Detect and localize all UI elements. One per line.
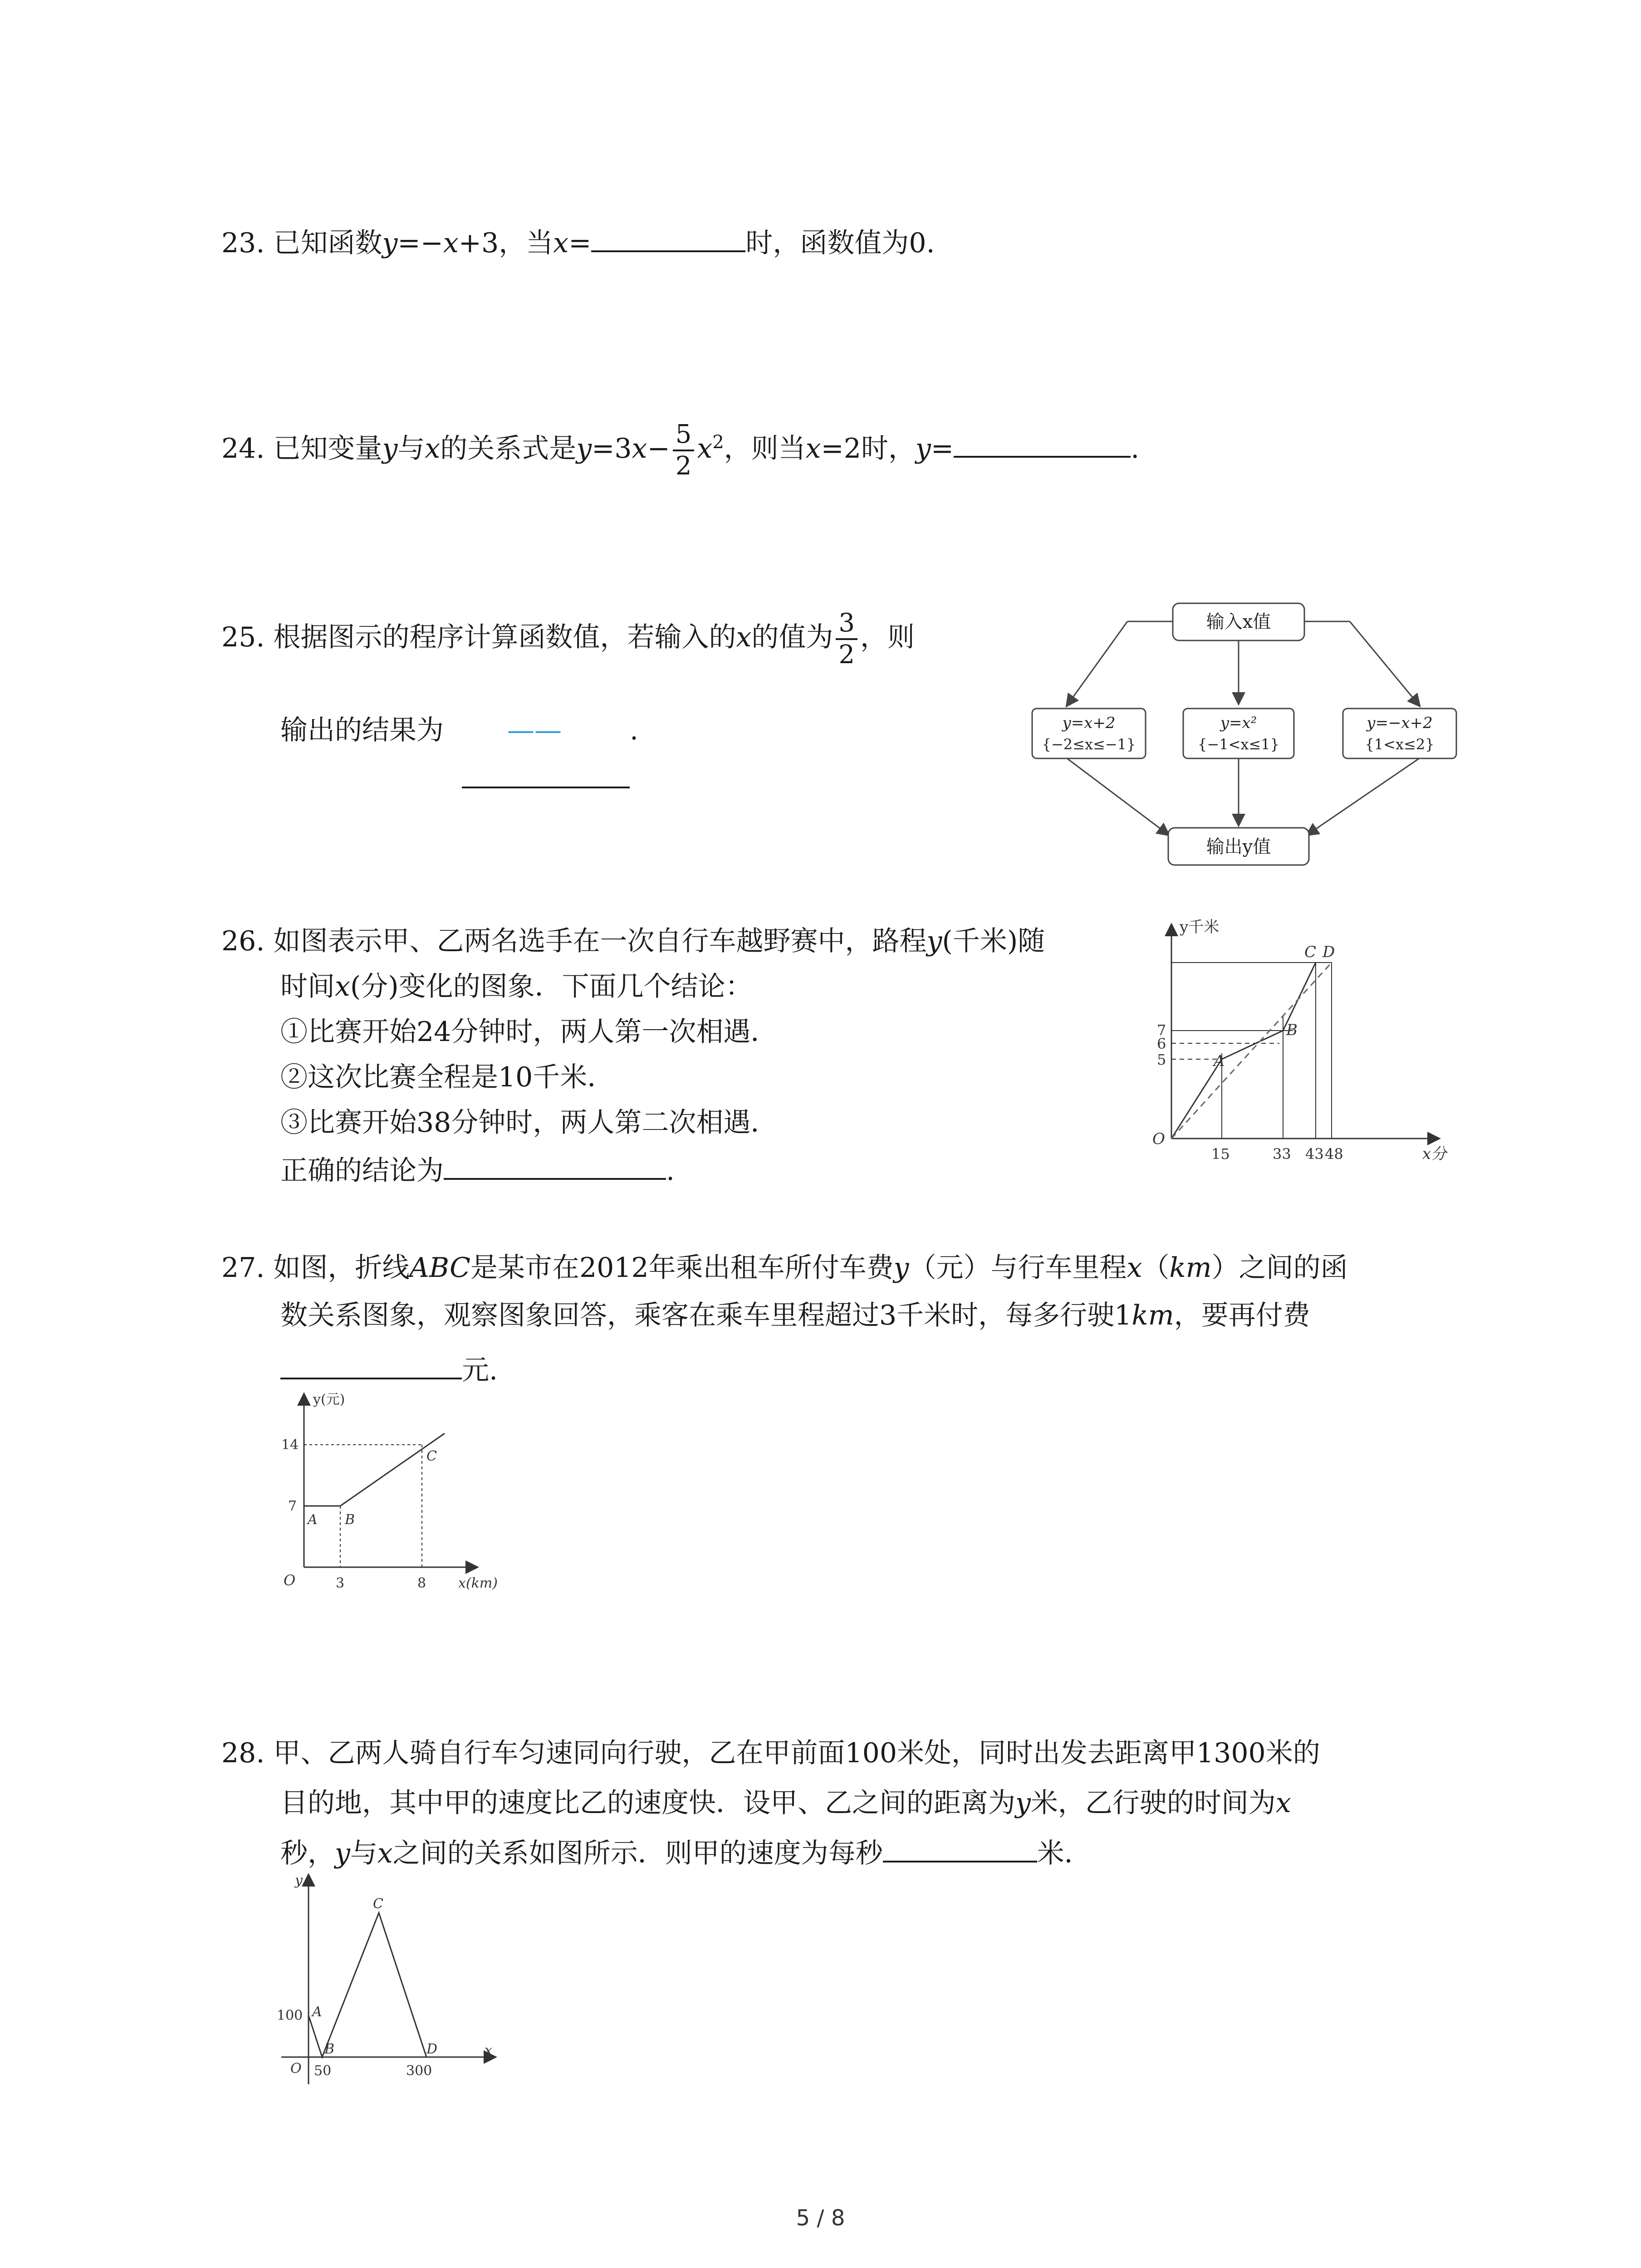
svg-text:x(km): x(km) (458, 1575, 498, 1591)
svg-text:100: 100 (277, 2008, 303, 2024)
graph-27 (263, 1386, 517, 1594)
svg-text:43: 43 (1305, 1145, 1324, 1163)
question-26: 26. 如图表示甲、乙两名选手在一次自行车越野赛中，路程y(千米)随 (221, 925, 1045, 957)
question-27-line3: 元. (280, 1349, 498, 1388)
question-27: 27. 如图，折线ABC是某市在2012年乘出租车所付车费y（元）与行车里程x（km）之间的函 (221, 1252, 1348, 1284)
answer-blank-23[interactable] (591, 222, 745, 252)
svg-text:300: 300 (406, 2063, 432, 2079)
svg-text:{1<x≤2}: {1<x≤2} (1365, 736, 1435, 753)
svg-text:{−1<x≤1}: {−1<x≤1} (1198, 736, 1279, 753)
svg-text:A: A (308, 1512, 318, 1528)
svg-text:y(元): y(元) (313, 1392, 345, 1408)
svg-text:y=−x+2: y=−x+2 (1367, 714, 1433, 732)
path-solid (1171, 963, 1316, 1139)
arrow-right (1350, 621, 1419, 705)
svg-text:C: C (1304, 943, 1317, 961)
input-box-label: 输入x值 (1206, 611, 1271, 632)
question-25-line2: 输出的结果为 —— . (280, 714, 639, 746)
question-27-line2: 数关系图象，观察图象回答，乘客在乘车里程超过3千米时，每多行驶1km，要再付费 (280, 1300, 1310, 1331)
svg-text:O: O (290, 2061, 302, 2077)
svg-text:A: A (312, 2004, 322, 2020)
fraction-3-2: $\frac{3}{2}$ (836, 608, 857, 670)
question-28-line2: 目的地，其中甲的速度比乙的速度快．设甲、乙之间的距离为y米，乙行驶的时间为x (280, 1787, 1291, 1819)
conclusion-2: ②这次比赛全程是10千米． (280, 1061, 615, 1093)
graph-28 (268, 1871, 513, 2093)
path-dashed (1171, 963, 1332, 1139)
arrow-right-out (1308, 758, 1419, 835)
conclusion-3: ③比赛开始38分钟时，两人第二次相遇． (280, 1107, 778, 1139)
question-23: 23. 已知函数y=−x+3，当x= 时，函数值为0. (221, 222, 935, 261)
svg-text:48: 48 (1325, 1145, 1343, 1163)
svg-text:7: 7 (288, 1498, 297, 1514)
svg-text:x分: x分 (1422, 1145, 1447, 1163)
svg-text:8: 8 (417, 1575, 426, 1591)
answer-blank-25[interactable] (462, 758, 630, 788)
question-25: 25. 根据图示的程序计算函数值，若输入的x的值为 $\frac{3}{2}$ ，则 (221, 608, 915, 670)
question-26-line2: 时间x(分)变化的图象．下面几个结论： (280, 971, 753, 1002)
svg-text:D: D (1323, 943, 1335, 961)
svg-text:50: 50 (314, 2063, 332, 2079)
conclusion-1: ①比赛开始24分钟时，两人第一次相遇． (280, 1016, 778, 1048)
svg-text:14: 14 (281, 1437, 299, 1453)
svg-text:C: C (373, 1896, 383, 1912)
question-26-answer-line: 正确的结论为 . (280, 1150, 675, 1189)
svg-text:5: 5 (1157, 1051, 1166, 1068)
svg-text:O: O (284, 1572, 296, 1589)
svg-text:6: 6 (1157, 1035, 1166, 1052)
svg-text:{−2≤x≤−1}: {−2≤x≤−1} (1042, 736, 1136, 753)
svg-text:A: A (1214, 1052, 1225, 1070)
svg-text:3: 3 (336, 1575, 345, 1591)
svg-text:15: 15 (1211, 1145, 1230, 1163)
svg-text:D: D (426, 2041, 438, 2057)
svg-text:y=x²: y=x² (1220, 714, 1257, 732)
svg-text:x: x (485, 2043, 492, 2058)
question-28: 28. 甲、乙两人骑自行车匀速同向行驶，乙在甲前面100米处，同时出发去距离甲1300米的 (221, 1737, 1320, 1769)
answer-dash: —— (507, 714, 562, 746)
svg-text:y千米: y千米 (1180, 918, 1220, 936)
answer-blank-28[interactable] (883, 1833, 1037, 1862)
svg-text:C: C (426, 1448, 437, 1464)
question-28-line3: 秒，y与x之间的关系如图所示．则甲的速度为每秒 米． (280, 1833, 1092, 1872)
answer-blank-26[interactable] (444, 1150, 666, 1180)
question-24: 24. 已知变量y与x的关系式是y=3x− $\frac{5}{2}$ $x^2$，则当x=2时，y= . (221, 420, 1140, 481)
svg-text:B: B (324, 2041, 335, 2057)
svg-text:y=x+2: y=x+2 (1062, 714, 1116, 732)
svg-text:B: B (345, 1512, 355, 1528)
svg-text:y: y (295, 1872, 303, 1888)
path-abc (304, 1433, 445, 1506)
arrow-left (1067, 621, 1127, 705)
page-number: 5 / 8 (796, 2205, 845, 2231)
fraction-5-2: $\frac{5}{2}$ (673, 420, 695, 481)
svg-text:B: B (1286, 1021, 1298, 1039)
flowchart-25 (1030, 590, 1461, 875)
answer-blank-24[interactable] (954, 428, 1131, 458)
answer-blank-27[interactable] (280, 1349, 462, 1379)
graph-26 (1143, 912, 1470, 1175)
svg-text:O: O (1152, 1130, 1165, 1148)
svg-text:33: 33 (1273, 1145, 1291, 1163)
svg-text:7: 7 (1157, 1022, 1166, 1039)
path-abcd (309, 1913, 426, 2057)
arrow-left-out (1067, 758, 1168, 835)
output-box-label: 输出y值 (1206, 836, 1271, 857)
